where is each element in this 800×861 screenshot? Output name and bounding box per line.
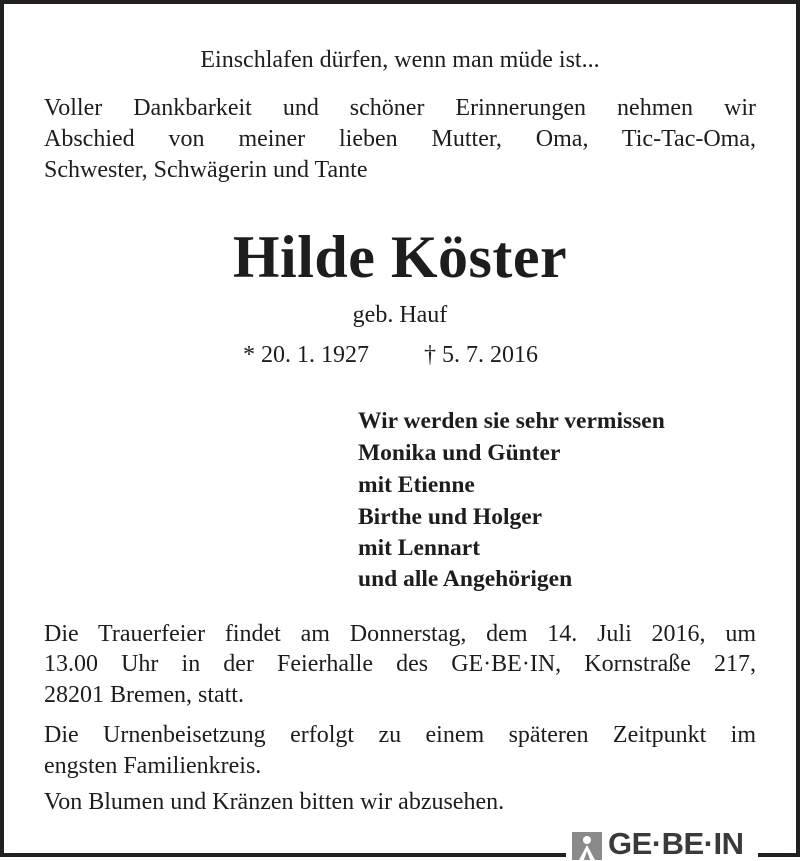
funeral-line: 13.00 Uhr in der Feierhalle des GE·BE·IN, Kornstraße 217, (44, 651, 756, 677)
motto: Einschlafen dürfen, wenn man müde ist... (200, 47, 600, 73)
intro-line: Abschied von meiner lieben Mutter, Oma, Tic-Tac-Oma, (44, 126, 756, 152)
mourner-line: mit Lennart (358, 535, 481, 561)
border-bottom-right (758, 853, 800, 857)
logo-text: GE·BE·IN (608, 826, 744, 861)
maiden-name: geb. Hauf (352, 302, 448, 328)
urn-line: Die Urnenbeisetzung erfolgt zu einem späteren Zeitpunkt im (44, 722, 756, 748)
mourner-line: mit Etienne (358, 472, 475, 498)
death-date: † 5. 7. 2016 (424, 342, 538, 368)
border-bottom-left (0, 853, 566, 857)
intro-line: Schwester, Schwägerin und Tante (44, 157, 368, 183)
gebein-logo-icon (572, 832, 602, 860)
mourner-line: Birthe und Holger (358, 504, 543, 530)
funeral-line: Die Trauerfeier findet am Donnerstag, dem 14. Juli 2016, um (44, 621, 756, 647)
flowers-note: Von Blumen und Kränzen bitten wir abzusehen. (44, 789, 505, 815)
urn-line: engsten Familienkreis. (44, 753, 262, 779)
mourner-line: und alle Angehörigen (358, 566, 573, 592)
intro-line: Voller Dankbarkeit und schöner Erinnerungen nehmen wir (44, 95, 756, 121)
gebein-logo (572, 828, 744, 860)
mourner-line: Monika und Günter (358, 440, 561, 466)
funeral-line: 28201 Bremen, statt. (44, 682, 244, 708)
deceased-name: Hilde Köster (232, 224, 568, 290)
birth-date: * 20. 1. 1927 (243, 342, 369, 368)
mourner-line: Wir werden sie sehr vermissen (358, 408, 665, 434)
